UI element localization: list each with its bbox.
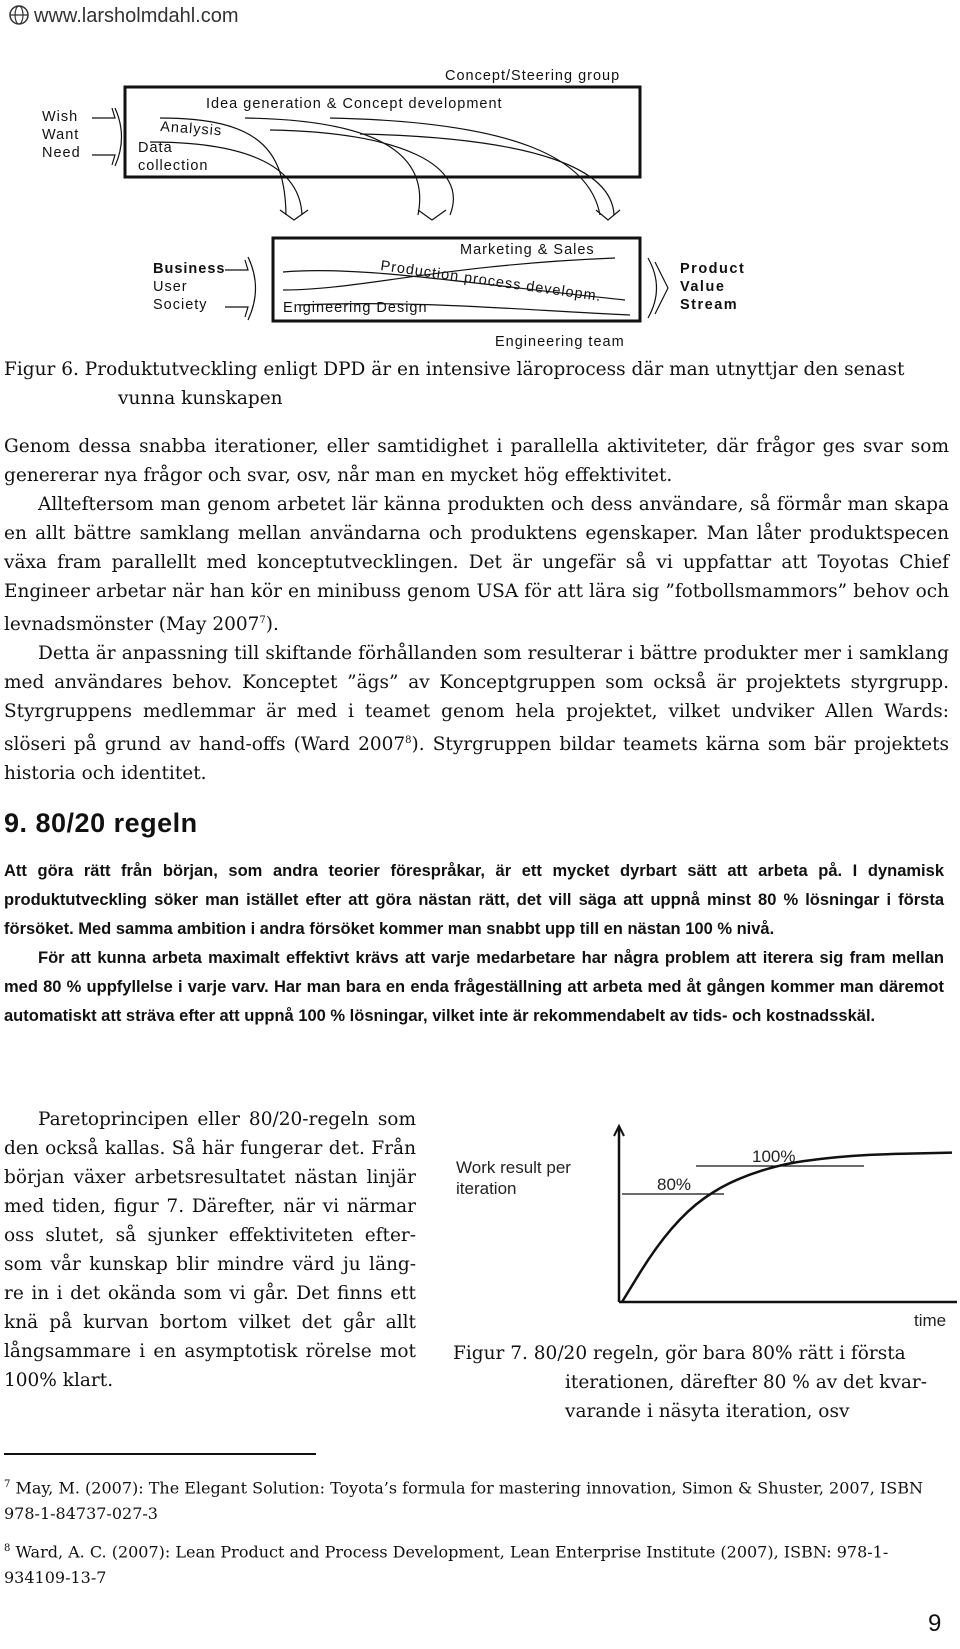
site-url: www.larsholmdahl.com xyxy=(34,5,239,27)
marketing-label: Marketing & Sales xyxy=(460,242,595,258)
dpd-process-diagram xyxy=(0,60,960,350)
fig7-line2: iterationen, därefter 80 % av det kvar- xyxy=(565,1372,927,1393)
concept-group-label: Concept/Steering group xyxy=(445,68,621,84)
figure-7-caption xyxy=(453,1339,948,1426)
bold-p1: Att göra rätt från början, som andra teorier förespråkar, är ett mycket dyrbart sätt att arbeta på. I dynamisk produktutveckling söker man istället efter att göra nästan rätt, det vill säga att uppnå minst 80 % lösningar i första försöket. Med samma ambition i andra försöket kommer man snabbt upp till en nästan 100 % nivå. xyxy=(4,862,944,938)
bold-paragraphs xyxy=(4,857,944,1031)
footnote-8: $^8$ Ward, A. C. (2007): Lean Product and Process Development, Lean Enterprise Institute (2007), ISBN: 978-1-934109-13-7 xyxy=(4,1542,889,1588)
wish-label: Wish xyxy=(42,109,79,125)
engineering-design-label: Engineering Design xyxy=(283,300,428,316)
pareto-paragraph: Paretoprincipen eller 80/20-regeln som den också kallas. Så här fungerar det. Från början växer arbetsresultatet nästan linjär med tiden, figur 7. Därefter, när vi närmar oss slutet, så sjunker effektiviteten efter-som vår kunskap blir mindre värd ju läng-re in i det okända som vi går. Det finns ett knä på kurvan bortom vilket det går allt långsammare i en asymptotisk rörelse mot 100% klart. xyxy=(4,1109,416,1391)
body-p3: Detta är anpassning till skiftande förhållanden som resulterar i bättre produkter mer i samklang med användares behov. Konceptet ”ägs” av Konceptgruppen som också är projektets styrgrupp. Styrgruppens medlemmar är med i teamet genom hela projektet, vilket undviker Allen Wards: slöseri på grund av hand-offs (Ward 2007$^8$). Styrgruppen bildar teamets kärna som bär projektets historia och identitet. xyxy=(4,643,950,785)
fig7-line3: varande i näsyta iteration, osv xyxy=(565,1401,850,1422)
body-p1: Genom dessa snabba iterationer, eller samtidighet i parallella aktiviteter, där frågor ges svar som genererar nya frågor och svar, osv, når man en mycket hög effektivitet. xyxy=(4,436,949,486)
fig7-label: Figur 7. xyxy=(453,1343,528,1364)
fig6-line1: Produktutveckling enligt DPD är en intensive läroprocess där man utnyttjar den senast xyxy=(84,359,905,380)
x-label: time xyxy=(914,1311,947,1330)
body-p2: Allteftersom man genom arbetet lär känna produkten och dess användare, så förmår man skapa en allt bättre samklang mellan användarna och produktens egenskaper. Man låter produktspecen växa fram parallellt med konceptutvecklingen. Det är ungefär så vi uppfattar att Toyotas Chief Engineer arbetar när han kör en minibuss genom USA för att lära sig ”fotbollsmammors” behov och levnadsmönster (May 2007$^7$). xyxy=(4,494,949,636)
footnote-ref-7: 7 xyxy=(259,615,266,626)
label-80: 80% xyxy=(657,1175,692,1194)
section-heading: 9. 80/20 regeln xyxy=(4,808,198,838)
engineering-team-label: Engineering team xyxy=(495,334,625,350)
fig6-label: Figur 6. xyxy=(4,359,79,380)
label-100: 100% xyxy=(752,1147,796,1166)
user-label: User xyxy=(153,279,188,295)
work-result-chart xyxy=(452,1118,960,1330)
business-label: Business xyxy=(153,261,226,277)
stream-label: Stream xyxy=(680,297,739,313)
production-label: Production process developm. xyxy=(379,258,603,306)
figure-6-caption xyxy=(4,355,944,413)
y-label-2: iteration xyxy=(456,1179,517,1198)
society-label: Society xyxy=(153,297,208,313)
globe-icon xyxy=(8,4,30,26)
footnote-divider xyxy=(4,1453,316,1455)
fig6-line2: vunna kunskapen xyxy=(118,388,283,409)
want-label: Want xyxy=(42,127,80,143)
value-label: Value xyxy=(680,279,726,295)
collection-label: collection xyxy=(138,158,209,174)
body-paragraphs xyxy=(4,432,949,788)
need-label: Need xyxy=(42,145,81,161)
analysis-label: Analysis xyxy=(159,119,223,140)
y-label-1: Work result per xyxy=(456,1158,571,1177)
footnote-7: $^7$ May, M. (2007): The Elegant Solution: Toyota’s formula for mastering innovation, Simon & Shuster, 2007, ISBN 978-1-84737-027-3 xyxy=(4,1478,923,1524)
product-label: Product xyxy=(680,261,746,277)
idea-gen-label: Idea generation & Concept development xyxy=(206,96,503,112)
fig7-line1: 80/20 regeln, gör bara 80% rätt i första xyxy=(533,1343,906,1364)
footnote-ref-8: 8 xyxy=(405,735,412,747)
bold-p2: För att kunna arbeta maximalt effektivt krävs att varje medarbetare har några problem att iterera sig fram mellan med 80 % uppfyllelse i varje varv. Har man bara en enda frågeställning att arbeta med åt gången kommer man däremot automatiskt att sträva efter att uppnå 100 % lösningar, vilket inte är rekommendabelt av tids- och kostnadsskäl. xyxy=(4,949,944,1025)
page-number: 9 xyxy=(928,1610,942,1637)
site-header xyxy=(8,4,239,28)
data-label: Data xyxy=(138,140,173,156)
